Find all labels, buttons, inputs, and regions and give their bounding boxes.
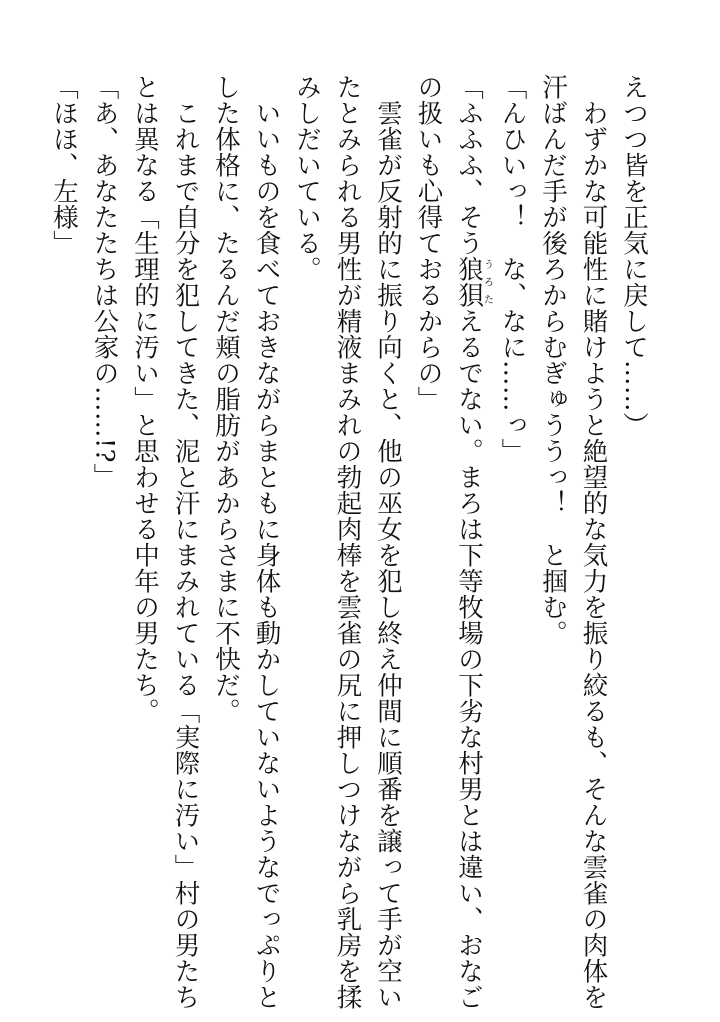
vertical-text-block (44, 74, 655, 1010)
text-line-14: 「あ、あなたたちは公家の……!?」 (89, 74, 120, 489)
text-line-7: 雲雀が反射的に振り向くと、他の巫女を犯し終え仲間に順番を譲って手が空い (373, 99, 403, 1010)
text-line-10: いいものを食べておきながらまともに身体も動かしていないようなでっぷりと (251, 99, 282, 1010)
text-line-5-post: えるでない。まろは下等牧場の下劣な村男とは違い、おなご (454, 308, 484, 1010)
text-line-15: 「ほほ、左様」 (49, 74, 79, 256)
text-line-4: 「んひいっ！ な、なに……っ」 (497, 74, 528, 464)
text-line-11: した体格に、たるんだ頬の脂肪があからさまに不快だ。 (211, 74, 241, 724)
text-line-2: わずかな可能性に賭けようと絶望的な気力を振り絞るも、そんな雲雀の肉体を (578, 99, 609, 1010)
text-line-3: 汗ばんだ手が後ろからむぎゅううっ！ と掴む。 (538, 74, 568, 646)
text-line-5-pre: 「ふふふ、そう (454, 74, 484, 256)
ruby-base: 狼狽 (454, 256, 484, 308)
ruby-reading: うろた (481, 256, 493, 308)
text-line-13: とは異なる「生理的に汚い」と思わせる中年の男たち。 (130, 74, 160, 724)
text-line-9: みしだいている。 (292, 74, 322, 282)
text-line-8: たとみられる男性が精液まみれの勃起肉棒を雲雀の尻に押しつけながら乳房を揉 (332, 74, 363, 1010)
ruby-urota (454, 256, 493, 308)
text-line-12: これまで自分を犯してきた、泥と汗にまみれている「実際に汚い」村の男たち (170, 99, 201, 1010)
text-line-6: の扱いも心得ておるからの」 (413, 74, 444, 412)
text-line-5 (449, 74, 493, 1010)
text-line-1: えつつ皆を正気に戻して……） (619, 74, 649, 438)
